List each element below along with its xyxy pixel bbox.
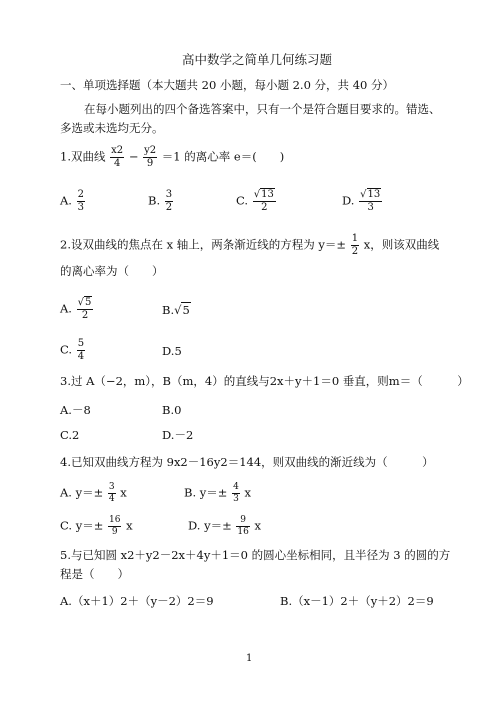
q1-c-num-wrap <box>253 190 276 202</box>
q1-c-den: 2 <box>261 202 268 213</box>
q2-b-radicand: 5 <box>182 303 190 317</box>
q1-frac1-den: 4 <box>113 158 121 169</box>
q1-d-num-wrap <box>359 190 382 202</box>
q5-option-b: B.（x－1）2＋（y＋2）2＝9 <box>280 594 434 608</box>
q2-c-den: 4 <box>77 351 85 362</box>
q2-prefix: 2.设双曲线的焦点在 x 轴上，两条渐近线的方程为 y＝± <box>60 237 347 252</box>
sqrt-icon: √13 <box>360 189 381 200</box>
q2-option-b <box>162 305 191 317</box>
q1-option-d <box>342 190 383 213</box>
q1-option-d-frac <box>359 190 382 213</box>
q4-a-pre: A. y＝± <box>60 485 104 500</box>
q1-option-a-label: A. <box>60 193 72 208</box>
sqrt-icon: √5 <box>77 297 92 308</box>
q1-option-b-label: B. <box>148 193 161 208</box>
q5-option-a: A.（x＋1）2＋（y－2）2＝9 <box>60 594 214 608</box>
q1-option-b-frac <box>165 190 173 213</box>
sqrt-icon: √5 <box>174 303 190 317</box>
q2-a-den: 2 <box>81 310 89 321</box>
question-5-line2: 程是（ ） <box>60 567 129 581</box>
q1-option-a-frac <box>77 190 85 213</box>
page-number: 1 <box>246 653 253 664</box>
q4-a-num: 3 <box>108 482 115 492</box>
q2-suffix: x，则该双曲线 <box>363 237 440 252</box>
q1-minus: − <box>128 149 139 164</box>
q1-option-c-frac <box>253 190 276 213</box>
q4-b-frac <box>232 483 240 504</box>
q2-a-radicand: 5 <box>85 297 92 308</box>
q4-option-a <box>60 483 127 504</box>
q1-frac1-num: x2 <box>111 145 124 156</box>
q2-fraction <box>351 234 359 257</box>
question-2-stem <box>60 234 439 257</box>
question-3-stem: 3.过 A（−2，m），B（m，4）的直线与2x＋y＋1＝0 垂直，则m＝（ ） <box>60 374 469 388</box>
q4-a-frac <box>108 483 116 504</box>
q1-d-radicand: 13 <box>367 189 381 200</box>
q4-d-frac <box>236 516 249 537</box>
q4-c-num: 16 <box>109 515 121 525</box>
q1-fraction-x <box>110 146 124 169</box>
q1-option-c <box>236 190 277 213</box>
q1-option-a <box>60 190 86 213</box>
q1-d-den: 3 <box>367 202 374 213</box>
q2-option-a <box>60 298 94 321</box>
q2-a-num-wrap <box>77 298 94 310</box>
q2-frac-den: 2 <box>351 246 359 257</box>
sqrt-icon: √13 <box>253 189 274 200</box>
question-5-line1: 5.与已知圆 x2＋y2－2x＋4y＋1＝0 的圆心坐标相同，且半径为 3 的圆的方 <box>60 548 451 562</box>
q1-prefix: 1.双曲线 <box>60 149 106 164</box>
q1-option-c-label: C. <box>236 193 249 208</box>
q4-a-den: 4 <box>108 494 115 504</box>
q2-option-c <box>60 339 86 362</box>
q1-c-radicand: 13 <box>261 189 274 200</box>
q2-frac-num: 1 <box>351 233 359 244</box>
q3-option-d: D.－2 <box>162 428 194 442</box>
section-heading: 一、单项选择题（本大题共 20 小题，每小题 2.0 分，共 40 分） <box>60 78 394 92</box>
q2-option-d: D.5 <box>162 344 182 358</box>
q1-b-den: 2 <box>165 202 173 213</box>
q1-b-num: 3 <box>165 189 173 200</box>
q2-c-num: 5 <box>77 338 85 349</box>
instruction-line-1: 在每小题列出的四个备选答案中，只有一个是符合题目要求的。错选、 <box>84 102 441 116</box>
q4-c-post: x <box>126 518 133 533</box>
q4-d-pre: D. y＝± <box>188 518 232 533</box>
q4-d-num: 9 <box>236 516 249 527</box>
q2-option-c-frac <box>77 339 85 362</box>
q3-option-b: B.0 <box>162 403 182 417</box>
q2-option-a-label: A. <box>60 301 72 316</box>
q1-a-den: 3 <box>77 202 84 213</box>
q1-frac2-num: y2 <box>144 145 157 156</box>
q4-c-den: 9 <box>111 527 118 537</box>
q1-a-num: 2 <box>77 189 84 200</box>
q4-option-d <box>188 516 261 537</box>
q1-suffix: ＝1 的离心率 e＝( ) <box>161 149 285 164</box>
question-1-stem <box>60 146 284 169</box>
q4-b-pre: B. y＝± <box>184 485 228 500</box>
q1-frac2-den: 9 <box>146 158 154 169</box>
q2-option-c-label: C. <box>60 342 73 357</box>
q3-option-a: A.－8 <box>60 403 91 417</box>
instruction-line-2: 多选或未选均无分。 <box>60 121 164 135</box>
q4-c-pre: C. y＝± <box>60 518 104 533</box>
q4-b-num: 4 <box>233 482 239 492</box>
q3-option-c: C.2 <box>60 428 80 442</box>
q4-d-post: x <box>254 518 262 533</box>
question-2-line2: 的离心率为（ ） <box>60 264 164 278</box>
q4-b-den: 3 <box>233 494 239 504</box>
q4-c-frac <box>108 516 121 537</box>
question-4-stem: 4.已知双曲线方程为 9x2－16y2＝144，则双曲线的渐近线为（ ） <box>60 455 434 469</box>
q2-option-a-frac <box>77 298 94 321</box>
q1-option-d-label: D. <box>342 193 355 208</box>
q4-option-b <box>184 483 251 504</box>
q4-b-post: x <box>244 485 251 500</box>
q2-option-b-label: B. <box>162 303 175 317</box>
q4-a-post: x <box>120 485 127 500</box>
q4-d-den: 16 <box>237 527 249 537</box>
q4-option-c <box>60 516 133 537</box>
page-title: 高中数学之简单几何练习题 <box>182 52 333 67</box>
q1-option-b <box>148 190 174 213</box>
q1-fraction-y <box>143 146 157 169</box>
